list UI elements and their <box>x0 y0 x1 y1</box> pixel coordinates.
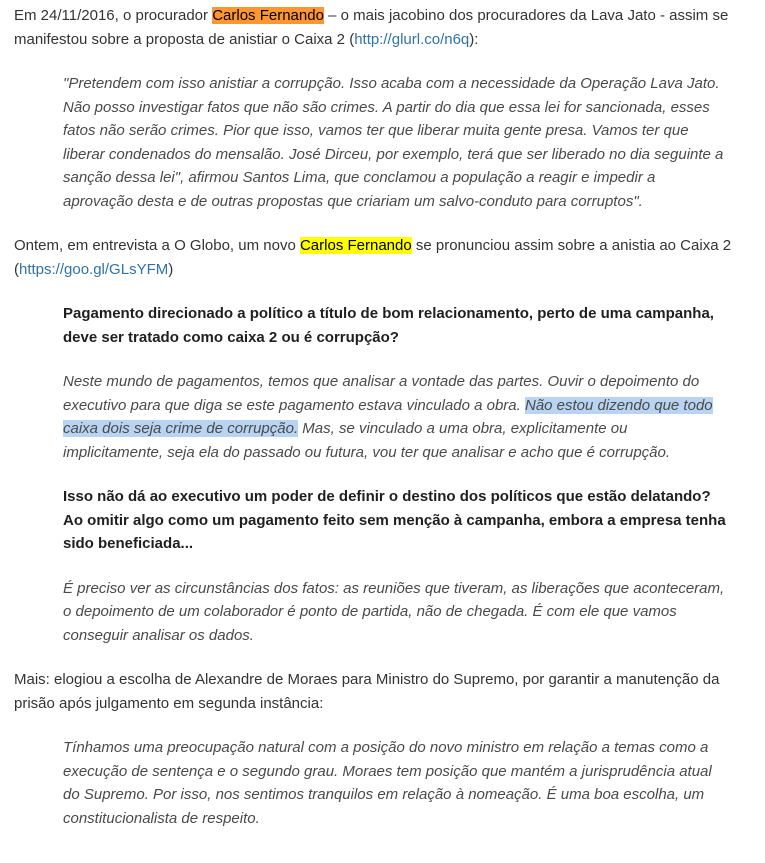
text-run: Neste mundo de pagamentos, temos que analisar a vontade das partes. Ouvir o depoimento do executivo para que diga se este pagamento estava vinculado a obra. <box>63 373 700 414</box>
quote-moraes <box>63 736 729 830</box>
text-run: ) <box>168 260 174 278</box>
link-googl[interactable]: https://goo.gl/GLsYFM <box>19 260 169 278</box>
link-glurl[interactable]: http://glurl.co/n6q <box>354 30 470 48</box>
text-run: se pronunciou assim sobre a anistia ao Caixa 2 ( <box>14 237 732 278</box>
text-run: É preciso ver as circunstâncias dos fatos: as reuniões que tiveram, as liberações que aconteceram, o depoimento de um colaborador é ponto de partida, não de chegada. É com ele que vamos conseguir analisar os dados. <box>63 579 725 644</box>
second-paragraph <box>14 234 741 281</box>
third-paragraph <box>14 668 741 715</box>
text-run: – o mais jacobino dos procuradores da Lava Jato - assim se manifestou sobre a proposta de anistiar o Caixa 2 ( <box>14 7 729 48</box>
text-run: ): <box>469 30 479 48</box>
text-run: Mas, se vinculado a uma obra, explicitamente ou implicitamente, seja ela do passado ou futura, vou ter que analisar e acho que é corrupção. <box>63 420 671 461</box>
interview-question-2 <box>63 485 729 556</box>
interview-answer-2 <box>63 577 729 648</box>
text-run: Isso não dá ao executivo um poder de definir o destino dos políticos que estão delatando? Ao omitir algo como um pagamento feito sem menção à campanha, embora a empresa tenha sido beneficiada... <box>63 488 726 552</box>
text-run: Ontem, em entrevista a O Globo, um novo <box>14 237 300 254</box>
intro-paragraph <box>14 4 741 51</box>
interview-answer-1 <box>63 370 729 464</box>
highlight-carlos-fernando-yellow: Carlos Fernando <box>299 237 412 254</box>
highlight-blue-selection: Não estou dizendo que todo caixa dois seja crime de corrupção. <box>63 396 713 437</box>
text-run: Tínhamos uma preocupação natural com a posição do novo ministro em relação a temas como a execução de sentença e o segundo grau. Moraes tem posição que mantém a jurisprudência atual do Supremo. Por isso, nos sentimos tranquilos em relação à nomeação. É uma boa escolha, um constitucionalista de respeito. <box>63 739 712 827</box>
highlight-carlos-fernando-orange: Carlos Fernando <box>212 7 324 24</box>
quote-santos-lima <box>63 72 729 213</box>
text-run: Em 24/11/2016, o procurador <box>14 7 213 24</box>
text-run: Pagamento direcionado a político a título de bom relacionamento, perto de uma campanha, deve ser tratado como caixa 2 ou é corrupção? <box>63 305 714 346</box>
text-run: "Pretendem com isso anistiar a corrupção. Isso acaba com a necessidade da Operação Lava Jato. Não posso investigar fatos que não são crimes. A partir do dia que essa lei for sancionada, esses fatos não serão crimes. Pior que isso, vamos ter que liberar muita gente presa. Vamos ter que liberar condenados do mensalão. José Dirceu, por exemplo, terá que ser liberado no dia seguinte a sanção dessa lei", afirmou Santos Lima, que conclamou a população a reagir e impedir a aprovação desta e de outras propostas que criariam um salvo-conduto para corruptos". <box>63 75 724 210</box>
interview-question-1 <box>63 302 729 349</box>
text-run: Mais: elogiou a escolha de Alexandre de Moraes para Ministro do Supremo, por garantir a manutenção da prisão após julgamento em segunda instância: <box>14 671 720 712</box>
